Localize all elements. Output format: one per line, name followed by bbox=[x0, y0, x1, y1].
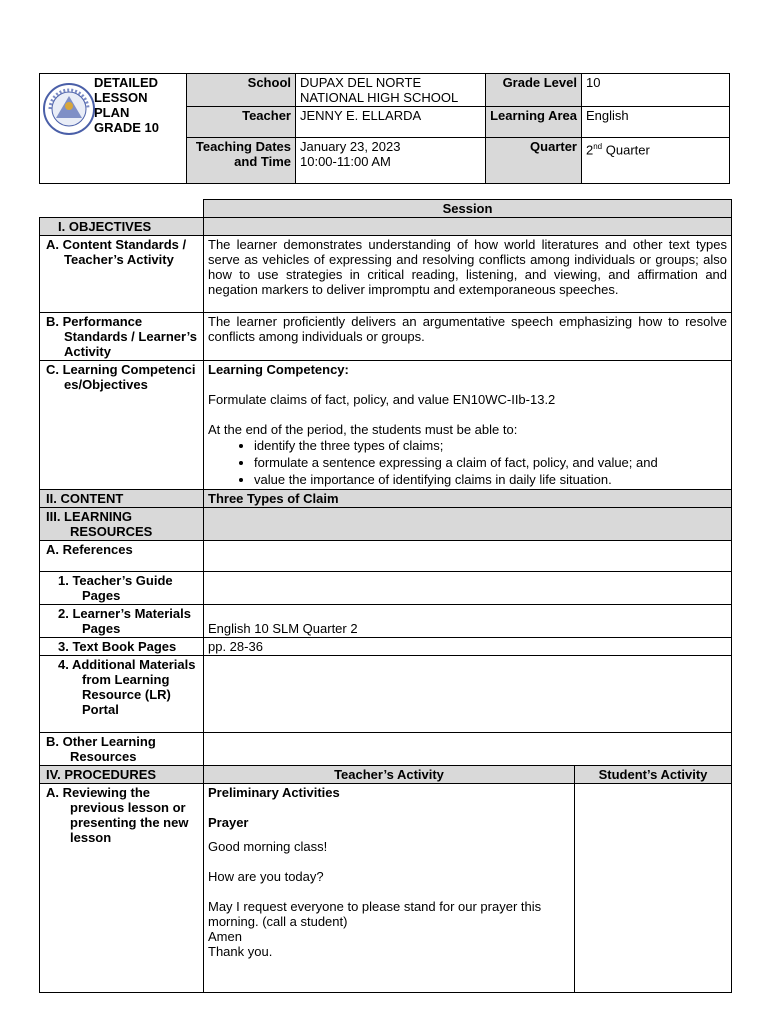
prayer-heading: Prayer bbox=[208, 815, 249, 830]
list-item: • value the importance of identifying claims in daily life situation. bbox=[254, 471, 727, 488]
references-blank bbox=[204, 541, 732, 572]
objectives-blank bbox=[204, 218, 732, 236]
logo-title-cell bbox=[40, 74, 187, 184]
blank-corner bbox=[40, 200, 204, 218]
other-resources-label-text: B. Other Learning Resources bbox=[46, 734, 156, 764]
doc-title-line: LESSON bbox=[94, 90, 148, 105]
doc-title-line: PLAN bbox=[94, 105, 130, 120]
teachers-activity-cell bbox=[204, 784, 575, 993]
reviewing-label bbox=[40, 784, 204, 993]
teachers-activity-header: Teacher’s Activity bbox=[204, 766, 575, 784]
reviewing-label-text: A. Reviewing the previous lesson or presenting the new lesson bbox=[46, 785, 189, 845]
additional-materials-label bbox=[40, 656, 204, 733]
teachers-guide-label bbox=[40, 572, 204, 605]
quarter-number: 2 bbox=[586, 142, 594, 158]
procedures-label: IV. PROCEDURES bbox=[40, 766, 204, 784]
grade-level-label: Grade Level bbox=[486, 74, 582, 107]
lesson-plan-table bbox=[39, 199, 732, 993]
objectives-intro: At the end of the period, the students must be able to: bbox=[208, 422, 518, 437]
references-label: A. References bbox=[40, 541, 204, 572]
list-item: • formulate a sentence expressing a claim of fact, policy, and value; and bbox=[254, 454, 727, 471]
header-table bbox=[39, 73, 730, 184]
competency-heading: Learning Competency: bbox=[208, 362, 349, 377]
deped-seal-icon bbox=[42, 82, 96, 136]
amen-text: Amen bbox=[208, 929, 242, 944]
doc-title bbox=[94, 75, 159, 135]
other-resources-value bbox=[204, 733, 732, 766]
prayer-request-text: May I request everyone to please stand for our prayer this morning. (call a student) bbox=[208, 899, 542, 929]
school-label: School bbox=[187, 74, 296, 107]
teachers-guide-value bbox=[204, 572, 732, 605]
doc-title-line: GRADE 10 bbox=[94, 120, 160, 135]
prelim-heading: Preliminary Activities bbox=[208, 785, 340, 800]
performance-standards-label bbox=[40, 313, 204, 361]
school-value: DUPAX DEL NORTE NATIONAL HIGH SCHOOL bbox=[296, 74, 486, 107]
learners-materials-value: English 10 SLM Quarter 2 bbox=[204, 605, 732, 638]
textbook-value: pp. 28-36 bbox=[204, 638, 732, 656]
additional-materials-label-text: 4. Additional Materials from Learning Resource (LR) Portal bbox=[58, 657, 196, 717]
teacher-value: JENNY E. ELLARDA bbox=[296, 107, 486, 138]
dates-label: Teaching Dates and Time bbox=[187, 138, 296, 184]
list-item: • identify the three types of claims; bbox=[254, 437, 727, 454]
content-standards-text: The learner demonstrates understanding of how world literatures and other text types serve as vehicles of expressing and resolving conflicts among individuals or groups; also how to use strategies in critical reading, listening, and viewing, and affirmation and negation markers to deliver impromptu and extemporaneous speeches. bbox=[204, 236, 732, 313]
time-value: 10:00-11:00 AM bbox=[300, 154, 391, 169]
resources-blank bbox=[204, 508, 732, 541]
grade-level-value: 10 bbox=[582, 74, 730, 107]
content-value: Three Types of Claim bbox=[204, 490, 732, 508]
quarter-label: Quarter bbox=[486, 138, 582, 184]
dates-value bbox=[296, 138, 486, 184]
quarter-word: Quarter bbox=[602, 142, 650, 158]
how-are-you-text: How are you today? bbox=[208, 869, 324, 884]
learning-area-value: English bbox=[582, 107, 730, 138]
performance-standards-text: The learner proficiently delivers an argumentative speech emphasizing how to resolve conflicts among individuals or groups. bbox=[204, 313, 732, 361]
date-value: January 23, 2023 bbox=[300, 139, 401, 154]
other-resources-label bbox=[40, 733, 204, 766]
doc-title-line: DETAILED bbox=[94, 75, 159, 90]
learners-materials-label-text: 2. Learner’s Materials Pages bbox=[58, 606, 191, 636]
competency-text: Formulate claims of fact, policy, and value EN10WC-IIb-13.2 bbox=[208, 392, 556, 407]
resources-label bbox=[40, 508, 204, 541]
competencies-label bbox=[40, 361, 204, 490]
content-standards-label-text: A. Content Standards / Teacher’s Activity bbox=[46, 237, 187, 267]
objectives-label: I. OBJECTIVES bbox=[40, 218, 204, 236]
content-label: II. CONTENT bbox=[40, 490, 204, 508]
objectives-list bbox=[208, 437, 727, 488]
additional-materials-value bbox=[204, 656, 732, 733]
session-header: Session bbox=[204, 200, 732, 218]
quarter-suffix: nd bbox=[593, 142, 603, 151]
teacher-label: Teacher bbox=[187, 107, 296, 138]
greeting-text: Good morning class! bbox=[208, 839, 328, 854]
teachers-guide-label-text: 1. Teacher’s Guide Pages bbox=[58, 573, 173, 603]
competencies-cell bbox=[204, 361, 732, 490]
resources-label-text: III. LEARNING RESOURCES bbox=[46, 509, 153, 539]
learners-materials-label bbox=[40, 605, 204, 638]
textbook-label: 3. Text Book Pages bbox=[40, 638, 204, 656]
students-activity-header: Student’s Activity bbox=[575, 766, 732, 784]
quarter-value bbox=[582, 138, 730, 184]
content-standards-label bbox=[40, 236, 204, 313]
performance-standards-label-text: B. Performance Standards / Learner’s Activity bbox=[46, 314, 197, 359]
students-activity-cell bbox=[575, 784, 732, 993]
thanks-text: Thank you. bbox=[208, 944, 273, 959]
learning-area-label: Learning Area bbox=[486, 107, 582, 138]
competencies-label-text: C. Learning Competencies/Objectives bbox=[46, 362, 196, 392]
